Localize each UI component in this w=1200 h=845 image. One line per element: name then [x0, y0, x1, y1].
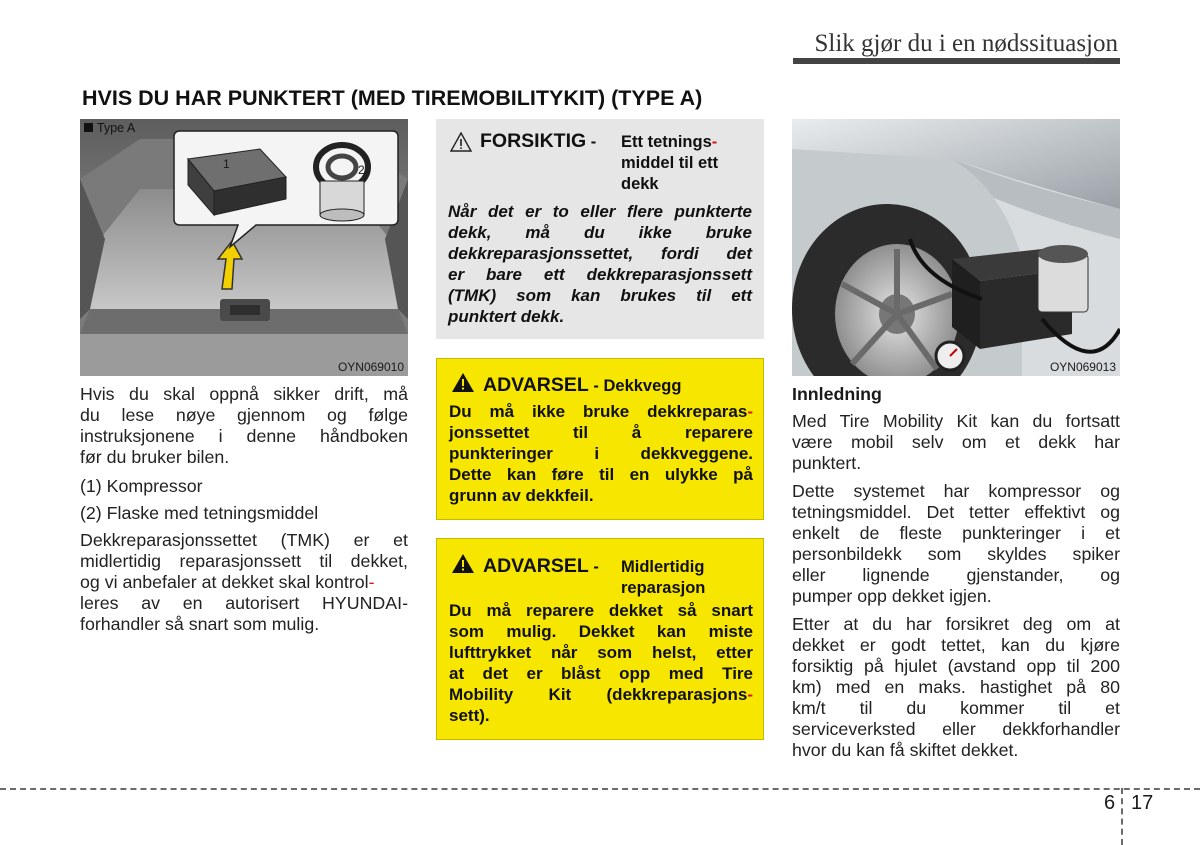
figure-type-label: Type A	[84, 121, 135, 135]
caution-label: FORSIKTIG	[480, 130, 587, 152]
page-number: 17	[1131, 792, 1154, 814]
header-rule	[793, 58, 1120, 64]
wheel-kit-drawing	[792, 119, 1120, 376]
intro-paragraph: Hvis du skal oppnå sikker drift, må du lese nøye gjennom og følge instruksjonene i denne håndboken før du bruker bilen.	[80, 384, 408, 467]
list-item-sealant: (2) Flaske med tetningsmiddel	[80, 503, 319, 523]
warning1-title: Dekkvegg	[603, 377, 682, 395]
wheel-kit-photo	[792, 119, 1120, 376]
caution-body: Når det er to eller flere punkterte dekk, må du ikke bruke dekkreparasjonssettet, fordi det er bare ett dekkreparasjonssett (TMK) som kan brukes til ett punktert dekk.	[448, 202, 752, 326]
running-header-title: Slik gjør du i en nødssituasjon	[814, 30, 1118, 57]
intro-heading: Innledning	[792, 384, 882, 404]
warning-triangle-icon	[451, 553, 475, 574]
warning1-body: Du må ikke bruke dekkreparas- jonssettet til å reparere punkteringer i dekkveggene. Dette kan føre til en ulykke på grunn av dekkfeil.	[449, 402, 753, 505]
caution-triangle-icon	[450, 132, 472, 152]
warning1-label: ADVARSEL	[483, 374, 589, 396]
chapter-number: 6	[1104, 792, 1116, 814]
warning-box-temporary: ADVARSEL - Midlertidig reparasjon Du må reparere dekket så snart som mulig. Dekket kan miste lufttrykket når som helst, etter at det er blåst opp med Tire Mobility Kit (dekkreparasjons- sett).	[436, 538, 764, 740]
callout-1-label: 1	[223, 157, 230, 171]
warning2-title: Midlertidig reparasjon	[621, 558, 706, 597]
square-bullet-icon	[84, 123, 93, 132]
tmk-paragraph: Dekkreparasjonssettet (TMK) er et midlertidig reparasjonssett til dekket, og vi anbefaler at dekket skal kontrol- leres av en autorisert HYUNDAI- forhandler så snart som mulig.	[80, 530, 408, 634]
intro-p1: Med Tire Mobility Kit kan du fortsatt være mobil selv om et dekk har punktert.	[792, 411, 1120, 473]
warning-box-sidewall: ADVARSEL - Dekkvegg Du må ikke bruke dekkreparas- jonssettet til å reparere punkteringer i dekkveggene. Dette kan føre til en ulykke på grunn av dekkfeil.	[436, 358, 764, 520]
callout-2-label: 2	[358, 163, 365, 177]
warning2-label: ADVARSEL	[483, 555, 589, 577]
warning-triangle-icon	[451, 372, 475, 393]
list-item-compressor: (1) Kompressor	[80, 476, 203, 496]
caution-title: Ett tetnings- middel til ett dekk	[621, 133, 719, 193]
footer-dashed-divider	[1121, 788, 1123, 845]
figure-code: OYN069013	[1049, 360, 1116, 374]
figure-code: OYN069010	[337, 360, 404, 374]
intro-p2: Dette systemet har kompressor og tetningsmiddel. Det tetter effektivt og enkelt de fleste punkteringer i et personbildekk som skyldes spiker eller lignende gjenstander, og pumper opp dekket igjen.	[792, 481, 1120, 606]
warning2-body: Du må reparere dekket så snart som mulig. Dekket kan miste lufttrykket når som helst, etter at det er blåst opp med Tire Mobility Kit (dekkreparasjons- sett).	[449, 601, 753, 725]
trunk-kit-drawing	[80, 119, 408, 376]
intro-p3: Etter at du har forsikret deg om at dekket er godt tettet, kan du kjøre forsiktig på hjulet (avstand opp til 200 km) med en maks. hastighet på 80 km/t til du kommer til et serviceverksted eller dekkforhandler hvor du kan få skiftet dekket.	[792, 614, 1120, 760]
trunk-kit-illustration	[80, 119, 408, 376]
footer-dashed-rule	[0, 788, 1200, 790]
section-heading: HVIS DU HAR PUNKTERT (MED TIREMOBILITYKIT) (TYPE A)	[82, 86, 703, 110]
caution-box: FORSIKTIG - Ett tetnings- middel til ett dekk Når det er to eller flere punkterte dekk, må du ikke bruke dekkreparasjonssettet, fordi det er bare ett dekkreparasjonssett (TMK) som kan brukes til ett punktert dekk.	[436, 119, 764, 339]
